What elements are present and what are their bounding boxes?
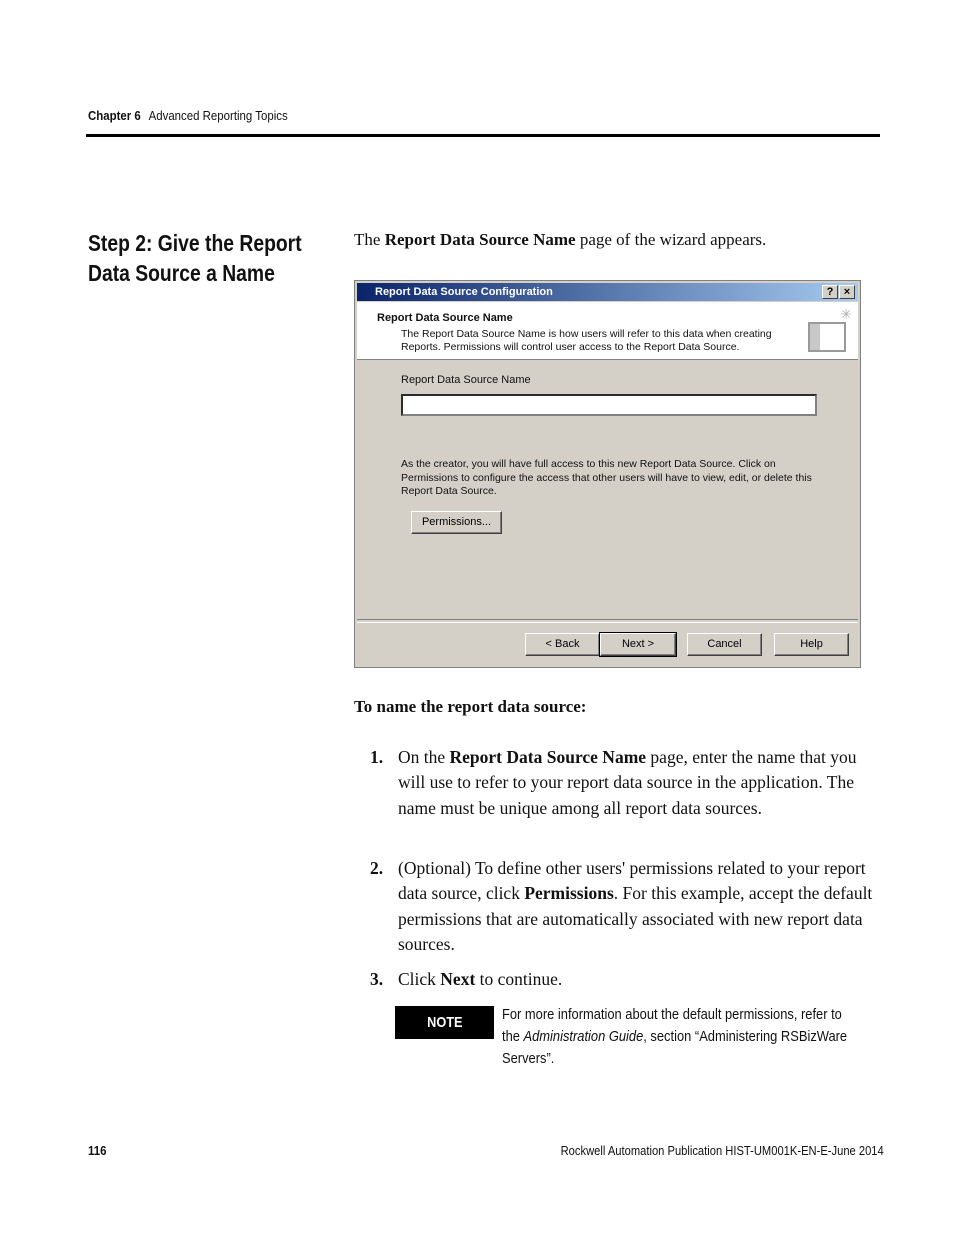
report-data-source-name-input[interactable] xyxy=(401,394,817,416)
button-separator xyxy=(357,619,858,623)
procedure-step xyxy=(370,967,880,992)
cancel-button[interactable]: Cancel xyxy=(687,633,762,656)
intro-bold: Report Data Source Name xyxy=(384,230,576,249)
step-text-post: to continue. xyxy=(475,969,563,989)
step-text-post: . For this example, accept the default permissions that are automatically associated with new report data sources. xyxy=(398,883,873,954)
step-number: 2. xyxy=(370,858,384,878)
note-text-post: , section “Administering RSBizWare Servers”. xyxy=(502,1028,848,1067)
banner-description: The Report Data Source Name is how users will refer to this data when creating Reports. Permissions will control user access to the Report Data Source. xyxy=(401,328,772,353)
step-text xyxy=(398,967,880,992)
note-label: NOTE xyxy=(426,1014,463,1031)
note-text-italic: Administration Guide xyxy=(523,1028,644,1045)
wizard-dialog xyxy=(354,280,861,668)
wizard-banner xyxy=(357,302,858,360)
note-text xyxy=(502,1004,863,1070)
step-text-post: page, enter the name that you will use to refer to your report data source in the application. The name must be unique among all report data sources. xyxy=(398,747,857,818)
running-header xyxy=(88,108,288,123)
chapter-title: Advanced Reporting Topics xyxy=(148,108,288,123)
procedure-step xyxy=(370,745,880,821)
name-field-label: Report Data Source Name xyxy=(401,374,531,386)
wizard-graphic-icon xyxy=(808,322,846,352)
banner-title: Report Data Source Name xyxy=(377,312,513,324)
step-text-pre: Click xyxy=(398,969,441,989)
section-heading: Step 2: Give the Report Data Source a Name xyxy=(88,230,302,286)
intro-paragraph xyxy=(354,230,766,250)
publication-footer: Rockwell Automation Publication HIST-UM001K-EN-E-June 2014 xyxy=(560,1143,884,1158)
title-close-button[interactable]: × xyxy=(839,285,855,299)
step-number: 3. xyxy=(370,969,384,989)
back-button[interactable]: < Back xyxy=(525,633,600,656)
step-text-bold: Permissions xyxy=(524,883,614,904)
procedure-step xyxy=(370,856,880,957)
next-button[interactable]: Next > xyxy=(600,633,676,656)
permissions-button[interactable]: Permissions... xyxy=(411,511,502,534)
page-number: 116 xyxy=(88,1143,107,1158)
step-text-bold: Next xyxy=(440,969,476,989)
intro-pre: The xyxy=(354,230,385,249)
step-text xyxy=(398,856,880,957)
dialog-title: Report Data Source Configuration xyxy=(375,286,553,298)
note-text-pre: For more information about the default permissions, refer to the xyxy=(502,1006,842,1045)
step-text-pre: On the xyxy=(398,747,450,767)
chapter-label: Chapter 6 xyxy=(88,108,141,123)
help-button[interactable]: Help xyxy=(774,633,849,656)
step-text xyxy=(398,745,880,821)
title-help-button[interactable]: ? xyxy=(822,285,838,299)
header-rule xyxy=(86,134,880,137)
permissions-description: As the creator, you will have full access to this new Report Data Source. Click on Permissions to configure the access that other users will have to view, edit, or delete this Report Data Source. xyxy=(401,458,812,497)
sparkle-icon: ✳ xyxy=(840,306,852,322)
procedure-heading: To name the report data source: xyxy=(354,697,587,716)
step-text-bold: Report Data Source Name xyxy=(449,747,647,767)
step-number: 1. xyxy=(370,747,384,767)
note-badge xyxy=(395,1006,494,1039)
dialog-titlebar xyxy=(357,283,858,301)
step-text-pre: (Optional) To define other users' permissions related to your report data source, click xyxy=(398,858,866,904)
intro-post: page of the wizard appears. xyxy=(575,230,767,249)
